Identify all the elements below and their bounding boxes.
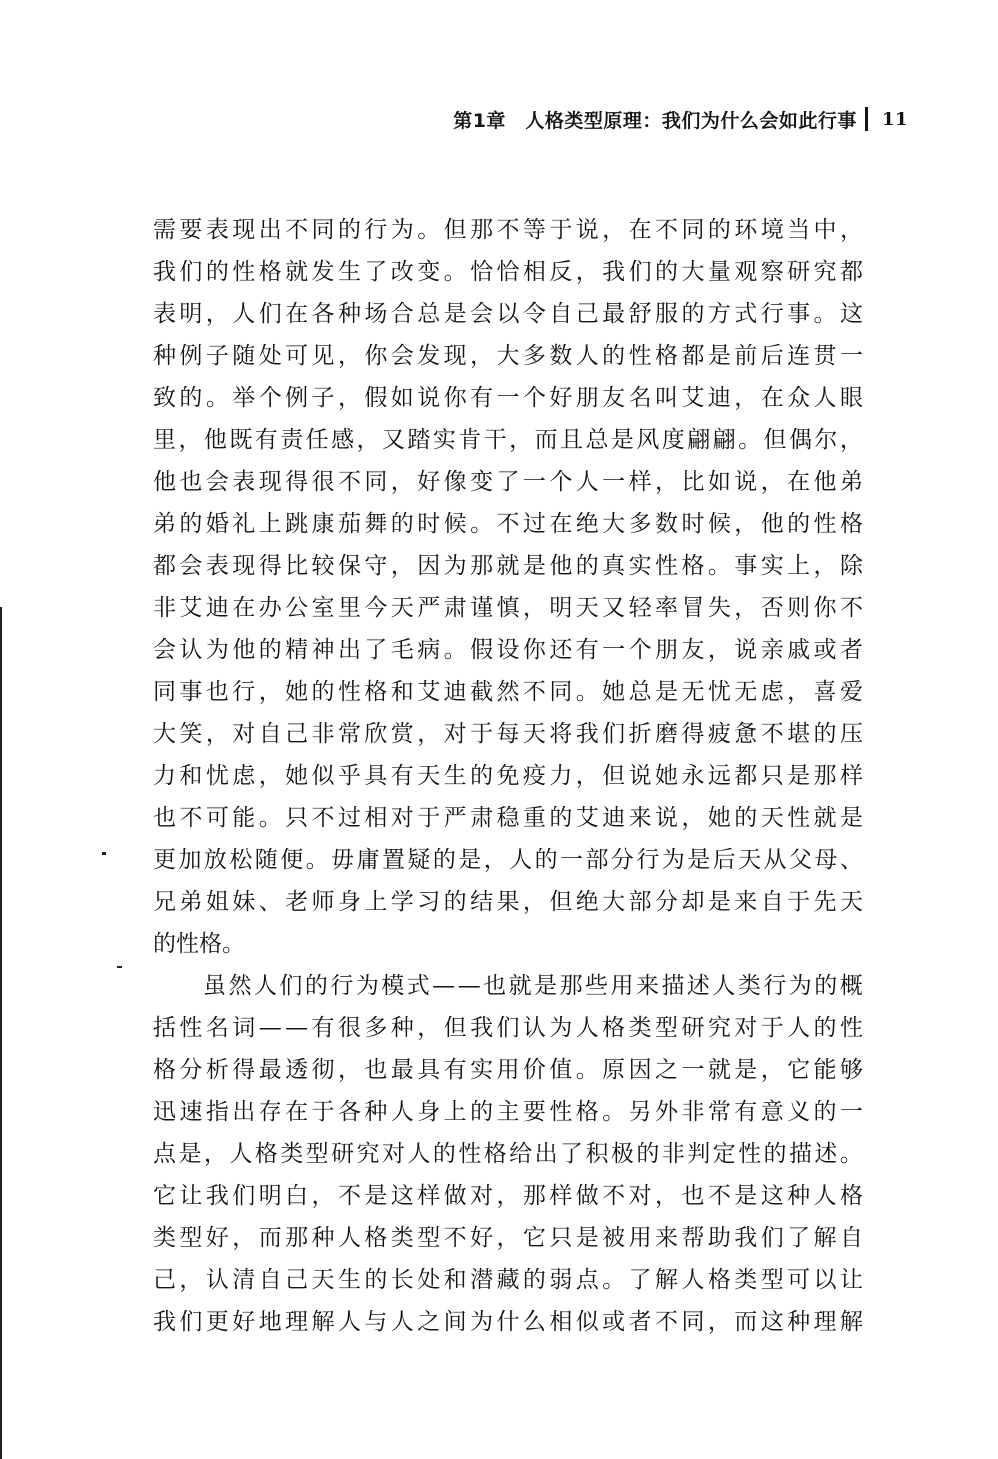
paragraph — [153, 209, 863, 965]
text-line: 括 性 名 词 — — 有 很 多 种 ， 但 我 们 认 为 人 格 类 型 研 究 对 于 人 的 性 — [153, 1015, 863, 1041]
text-line: 表 明 ， 人 们 在 各 种 场 合 总 是 会 以 令 自 己 最 舒 服 的 方 式 行 事 。 这 — [153, 301, 863, 327]
text-line: 迅 速 指 出 存 在 于 各 种 人 身 上 的 主 要 性 格 。 另 外 非 常 有 意 义 的 一 — [153, 1099, 863, 1125]
running-header — [396, 104, 908, 134]
scan-speck — [117, 966, 122, 968]
text-line: 大 笑 ， 对 自 己 非 常 欣 赏 ， 对 于 每 天 将 我 们 折 磨 得 疲 惫 不 堪 的 压 — [153, 721, 863, 747]
text-line: 他 也 会 表 现 得 很 不 同 ， 好 像 变 了 一 个 人 一 样 ， 比 如 说 ， 在 他 弟 — [153, 469, 863, 495]
chapter-title: 第1章 人格类型原理：我们为什么会如此行事 — [453, 109, 857, 132]
text-line: 致 的 。 举 个 例 子 ， 假 如 说 你 有 一 个 好 朋 友 名 叫 艾 迪 ， 在 众 人 眼 — [153, 385, 863, 411]
header-separator — [865, 107, 868, 131]
text-line: 会 认 为 他 的 精 神 出 了 毛 病 。 假 设 你 还 有 一 个 朋 友 ， 说 亲 戚 或 者 — [153, 637, 863, 663]
paragraph — [153, 965, 863, 1343]
text-line: 己 ， 认 清 自 己 天 生 的 长 处 和 潜 藏 的 弱 点 。 了 解 人 格 类 型 可 以 让 — [153, 1267, 863, 1293]
text-line: 也 不 可 能 。 只 不 过 相 对 于 严 肃 稳 重 的 艾 迪 来 说 ， 她 的 天 性 就 是 — [153, 805, 863, 831]
text-line: 它 让 我 们 明 白 ， 不 是 这 样 做 对 ， 那 样 做 不 对 ， 也 不 是 这 种 人 格 — [153, 1183, 863, 1209]
text-line: 非 艾 迪 在 办 公 室 里 今 天 严 肃 谨 慎 ， 明 天 又 轻 率 冒 失 ， 否 则 你 不 — [153, 595, 863, 621]
text-line: 种 例 子 随 处 可 见 ， 你 会 发 现 ， 大 多 数 人 的 性 格 都 是 前 后 连 贯 一 — [153, 343, 863, 369]
text-line: 我 们 更 好 地 理 解 人 与 人 之 间 为 什 么 相 似 或 者 不 同 ， 而 这 种 理 解 — [153, 1309, 863, 1335]
page-number: 11 — [881, 108, 908, 130]
text-line: 点 是 ， 人 格 类 型 研 究 对 人 的 性 格 给 出 了 积 极 的 非 判 定 性 的 描 述 。 — [153, 1141, 863, 1167]
scan-speck — [102, 852, 106, 855]
text-line: 格 分 析 得 最 透 彻 ， 也 最 具 有 实 用 价 值 。 原 因 之 一 就 是 ， 它 能 够 — [153, 1057, 863, 1083]
text-line: 我 们 的 性 格 就 发 生 了 改 变 。 恰 恰 相 反 ， 我 们 的 大 量 观 察 研 究 都 — [153, 259, 863, 285]
body-text — [153, 209, 863, 1343]
text-line: 弟 的 婚 礼 上 跳 康 茄 舞 的 时 候 。 不 过 在 绝 大 多 数 时 候 ， 他 的 性 格 — [153, 511, 863, 537]
text-line: 的性格。 — [153, 931, 245, 957]
scan-margin-line — [0, 607, 2, 1459]
text-line: 需 要 表 现 出 不 同 的 行 为 。 但 那 不 等 于 说 ， 在 不 同 的 环 境 当 中 ， — [153, 217, 863, 243]
text-line: 里 ， 他 既 有 责 任 感 ， 又 踏 实 肯 干 ， 而 且 总 是 风 度 翩 翩 。 但 偶 尔 ， — [153, 427, 863, 453]
text-line: 兄 弟 姐 妹 、 老 师 身 上 学 习 的 结 果 ， 但 绝 大 部 分 却 是 来 自 于 先 天 — [153, 889, 863, 915]
text-line: 类 型 好 ， 而 那 种 人 格 类 型 不 好 ， 它 只 是 被 用 来 帮 助 我 们 了 解 自 — [153, 1225, 863, 1251]
text-line: 同 事 也 行 ， 她 的 性 格 和 艾 迪 截 然 不 同 。 她 总 是 无 忧 无 虑 ， 喜 爱 — [153, 679, 863, 705]
text-line: 力 和 忧 虑 ， 她 似 乎 具 有 天 生 的 免 疫 力 ， 但 说 她 永 远 都 只 是 那 样 — [153, 763, 863, 789]
text-line: 虽 然 人 们 的 行 为 模 式 — — 也 就 是 那 些 用 来 描 述 人 类 行 为 的 概 — [203, 973, 863, 999]
text-line: 更 加 放 松 随 便 。 毋 庸 置 疑 的 是 ， 人 的 一 部 分 行 为 是 后 天 从 父 母 、 — [153, 847, 863, 873]
text-line: 都 会 表 现 得 比 较 保 守 ， 因 为 那 就 是 他 的 真 实 性 格 。 事 实 上 ， 除 — [153, 553, 863, 579]
